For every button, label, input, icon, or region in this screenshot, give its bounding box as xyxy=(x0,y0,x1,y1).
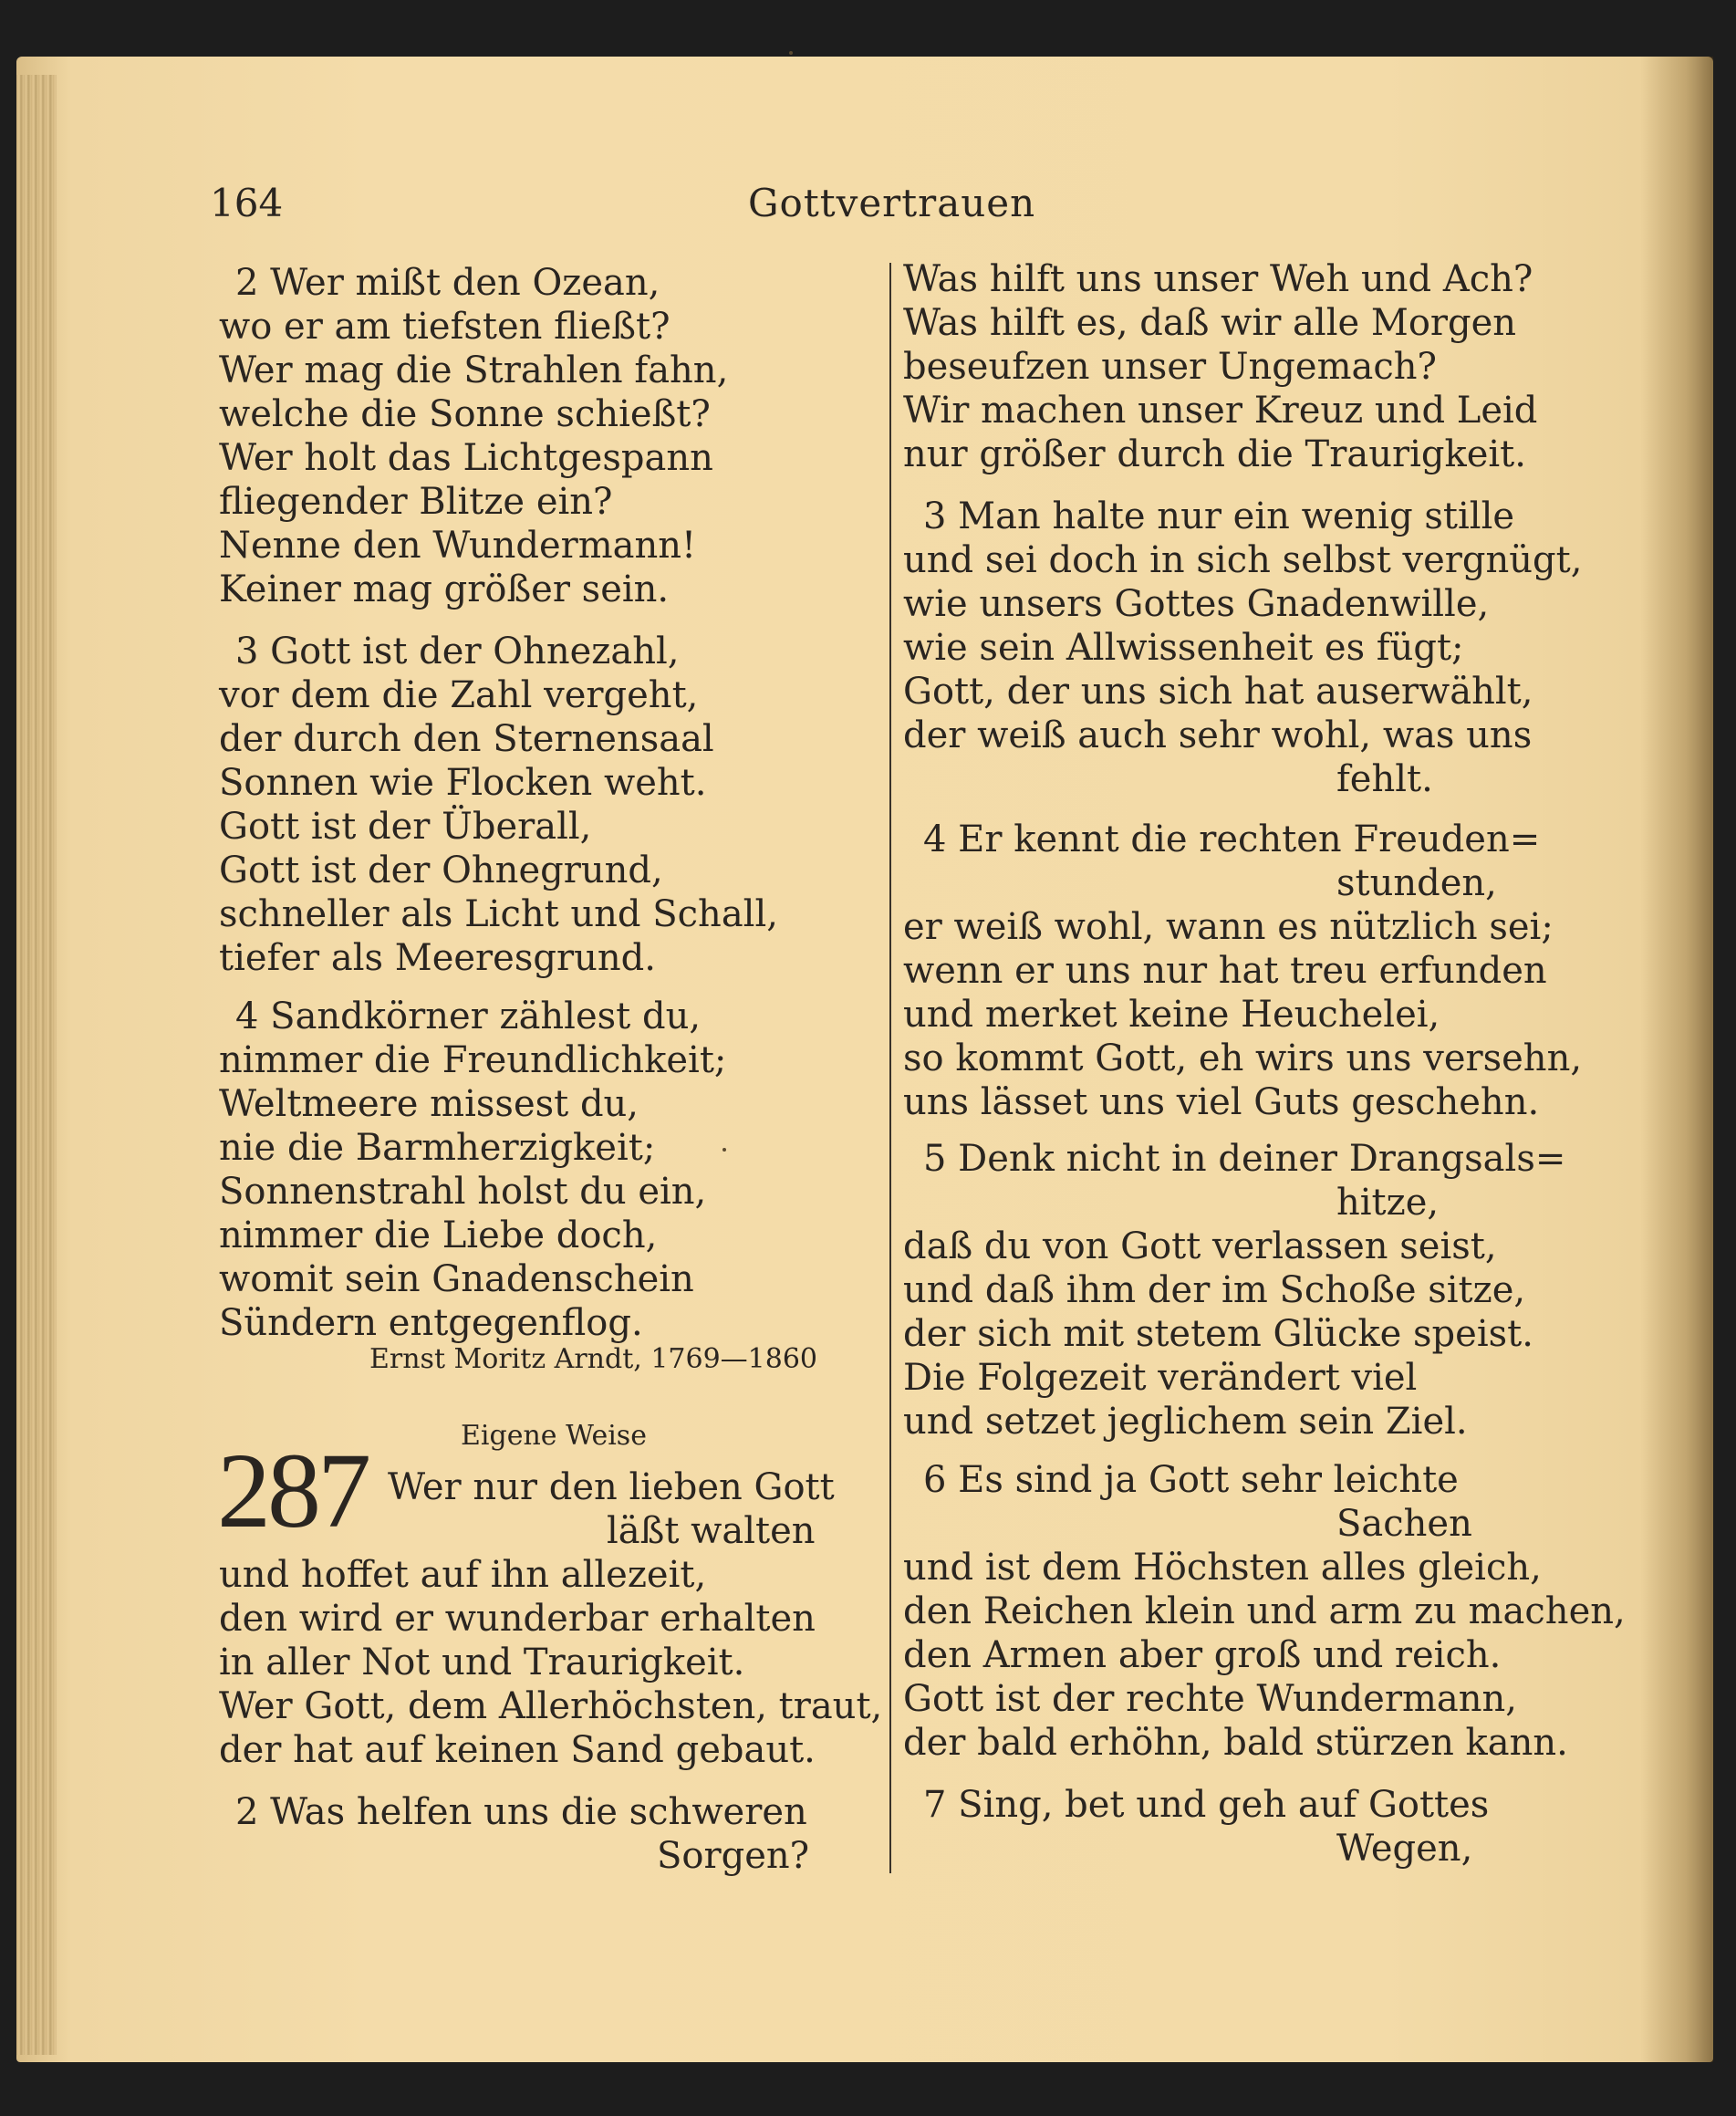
verse-line: Was hilft uns unser Weh und Ach? xyxy=(903,258,1533,300)
page-number: 164 xyxy=(210,181,284,225)
verse-line: 4 Sandkörner zählest du, xyxy=(235,995,702,1037)
paper-speck xyxy=(722,1148,726,1152)
verse-line: beseufzen unser Ungemach? xyxy=(903,346,1437,388)
verse-line: 2 Wer mißt den Ozean, xyxy=(235,262,660,304)
verse-line: Wer nur den lieben Gott xyxy=(388,1466,835,1508)
verse-line: den wird er wunderbar erhalten xyxy=(219,1598,816,1640)
verse-line: in aller Not und Traurigkeit. xyxy=(219,1642,745,1683)
verse-line: nur größer durch die Traurigkeit. xyxy=(903,433,1526,475)
verse-line: nie die Barmherzigkeit; xyxy=(219,1127,656,1169)
left-stanza-4 xyxy=(219,995,876,1345)
verse-line: er weiß wohl, wann es nützlich sei; xyxy=(903,906,1554,948)
verse-line-wrap: Sorgen? xyxy=(657,1835,810,1877)
verse-line: wo er am tiefsten fließt? xyxy=(219,306,670,348)
verse-line: uns lässet uns viel Guts geschehn. xyxy=(903,1081,1540,1123)
hymn-first-line xyxy=(388,1465,880,1553)
verse-line: schneller als Licht und Schall, xyxy=(219,893,778,935)
right-stanza-3 xyxy=(903,495,1583,801)
verse-line: und merket keine Heuchelei, xyxy=(903,994,1440,1036)
verse-line: wie sein Allwissenheit es fügt; xyxy=(903,627,1464,669)
verse-line: Gott ist der Überall, xyxy=(219,806,592,848)
verse-line: wenn er uns nur hat treu erfunden xyxy=(903,950,1547,992)
verse-line: und ist dem Höchsten alles gleich, xyxy=(903,1547,1542,1589)
column-divider xyxy=(889,263,891,1873)
verse-line: Gott, der uns sich hat auserwählt, xyxy=(903,671,1533,713)
verse-line: der durch den Sternensaal xyxy=(219,718,714,760)
verse-line: Weltmeere missest du, xyxy=(219,1083,639,1125)
verse-line: womit sein Gnadenschein xyxy=(219,1258,694,1300)
verse-line: und daß ihm der im Schoße sitze, xyxy=(903,1269,1526,1311)
verse-line: und setzet jeglichem sein Ziel. xyxy=(903,1401,1468,1443)
right-stanza-6 xyxy=(903,1458,1626,1765)
verse-line: den Reichen klein und arm zu machen, xyxy=(903,1590,1626,1632)
verse-line: den Armen aber groß und reich. xyxy=(903,1634,1502,1676)
verse-line: Wer mag die Strahlen fahn, xyxy=(219,349,729,391)
verse-line: Sonnenstrahl holst du ein, xyxy=(219,1171,707,1213)
page-edges xyxy=(16,75,57,2055)
verse-line: 5 Denk nicht in deiner Drangsals= xyxy=(923,1138,1566,1180)
verse-line: nimmer die Freundlichkeit; xyxy=(219,1039,727,1081)
verse-line-wrap: stunden, xyxy=(1336,862,1497,904)
verse-line: 2 Was helfen uns die schweren xyxy=(235,1791,807,1833)
verse-line: daß du von Gott verlassen seist, xyxy=(903,1225,1497,1267)
left-stanza-2 xyxy=(219,261,876,611)
verse-line: fliegender Blitze ein? xyxy=(219,481,613,523)
right-stanza-7-start xyxy=(903,1783,1569,1871)
melody-note: Eigene Weise xyxy=(461,1420,647,1452)
verse-line: Was hilft es, daß wir alle Morgen xyxy=(903,302,1517,344)
verse-line: 4 Er kennt die rechten Freuden= xyxy=(923,818,1541,860)
verse-line: Sündern entgegenflog. xyxy=(219,1302,643,1344)
author-attribution: Ernst Moritz Arndt, 1769—1860 xyxy=(369,1343,818,1375)
verse-line-wrap: läßt walten xyxy=(607,1510,816,1552)
verse-line-wrap: Wegen, xyxy=(1336,1828,1473,1870)
verse-line: Wer Gott, dem Allerhöchsten, traut, xyxy=(219,1685,883,1727)
hymn-287-stanza-1 xyxy=(219,1553,883,1772)
verse-line: Sonnen wie Flocken weht. xyxy=(219,762,707,804)
verse-line: so kommt Gott, eh wirs uns versehn, xyxy=(903,1037,1583,1079)
verse-line: 7 Sing, bet und geh auf Gottes xyxy=(923,1784,1490,1826)
right-stanza-4 xyxy=(903,818,1583,1124)
verse-line: Wir machen unser Kreuz und Leid xyxy=(903,390,1538,432)
verse-line-wrap: fehlt. xyxy=(1336,758,1433,800)
verse-line: nimmer die Liebe doch, xyxy=(219,1214,658,1256)
verse-line: vor dem die Zahl vergeht, xyxy=(219,674,699,716)
right-stanza-5 xyxy=(903,1137,1569,1444)
verse-line: Keiner mag größer sein. xyxy=(219,568,670,610)
verse-line: der bald erhöhn, bald stürzen kann. xyxy=(903,1722,1568,1764)
verse-line: 3 Man halte nur ein wenig stille xyxy=(923,495,1515,537)
hymn-number: 287 xyxy=(217,1431,368,1550)
verse-line: tiefer als Meeresgrund. xyxy=(219,937,656,979)
verse-line: 3 Gott ist der Ohnezahl, xyxy=(235,631,680,672)
verse-line: welche die Sonne schießt? xyxy=(219,393,711,435)
paper-speck xyxy=(789,51,793,55)
left-stanza-3 xyxy=(219,630,876,980)
verse-line: Gott ist der rechte Wundermann, xyxy=(903,1678,1517,1720)
verse-line: Wer holt das Lichtgespann xyxy=(219,437,713,479)
verse-line: der weiß auch sehr wohl, was uns xyxy=(903,714,1533,756)
page-gutter-shadow xyxy=(1640,57,1713,2062)
verse-line: Gott ist der Ohnegrund, xyxy=(219,850,663,891)
verse-line: und sei doch in sich selbst vergnügt, xyxy=(903,539,1583,581)
right-stanza-2-cont xyxy=(903,257,1569,476)
verse-line: und hoffet auf ihn allezeit, xyxy=(219,1554,707,1596)
verse-line: wie unsers Gottes Gnadenwille, xyxy=(903,583,1490,625)
verse-line-wrap: hitze, xyxy=(1336,1182,1440,1224)
verse-line-wrap: Sachen xyxy=(1336,1503,1472,1545)
verse-line: Die Folgezeit verändert viel xyxy=(903,1357,1418,1399)
verse-line: der sich mit stetem Glücke speist. xyxy=(903,1313,1533,1355)
verse-line: der hat auf keinen Sand gebaut. xyxy=(219,1729,816,1771)
verse-line: 6 Es sind ja Gott sehr leichte xyxy=(923,1459,1459,1501)
verse-line: Nenne den Wundermann! xyxy=(219,525,697,567)
running-title: Gottvertrauen xyxy=(748,181,1036,225)
hymn-287-stanza-2-start xyxy=(219,1790,876,1878)
